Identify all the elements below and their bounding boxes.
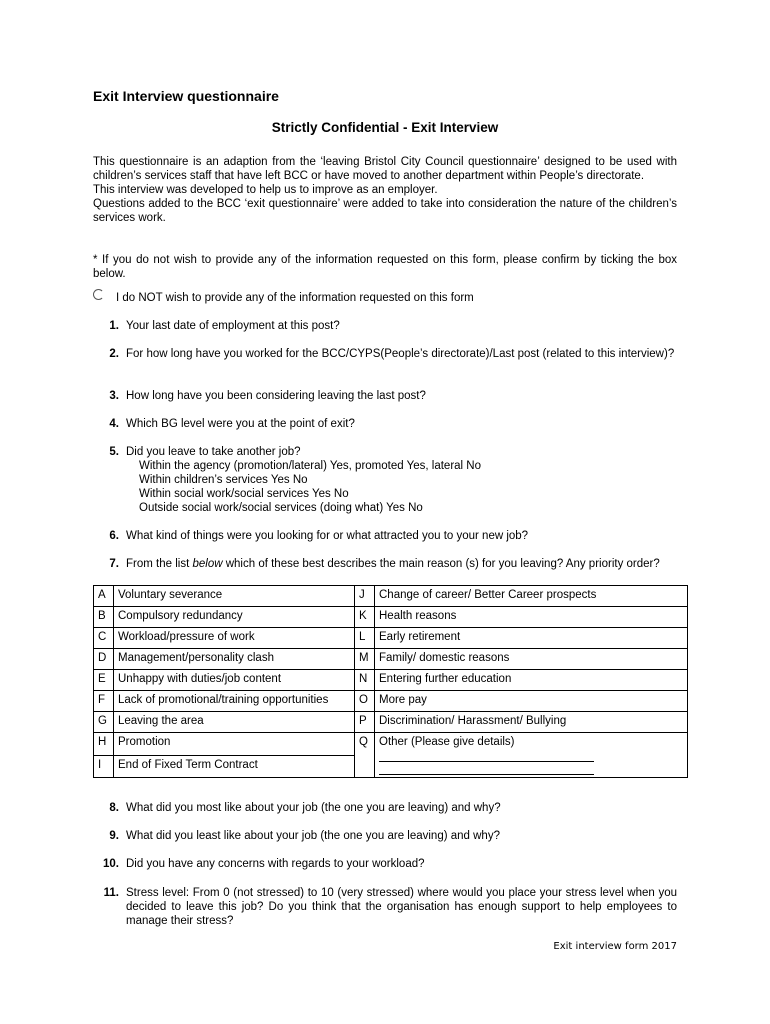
question-number: 6. (109, 530, 119, 542)
question-text: Did you have any concerns with regards to your workload? (126, 858, 425, 870)
question-number: 7. (109, 558, 119, 570)
reason-letter: D (94, 649, 114, 670)
reason-letter: M (355, 649, 375, 670)
reason-letter: J (355, 586, 375, 607)
reason-letter: A (94, 586, 114, 607)
question-text: How long have you been considering leaving the last post? (126, 390, 426, 402)
question-number: 11. (103, 887, 119, 899)
reason-cell[interactable]: Health reasons (375, 607, 688, 628)
table-row (94, 586, 688, 607)
table-row (94, 628, 688, 649)
reason-cell[interactable]: Promotion (114, 733, 355, 756)
optout-note: * If you do not wish to provide any of the information requested on this form, please confirm by ticking the box below. (93, 254, 677, 280)
question-text: Stress level: From 0 (not stressed) to 10 (very stressed) where would you place your stress level when you decided to leave this job? Do you think that the organisation has enough support to help employees to manage their stress? (126, 887, 677, 927)
question-number: 1. (109, 320, 119, 332)
reason-cell[interactable]: Voluntary severance (114, 586, 355, 607)
reason-letter: Q (355, 733, 375, 778)
document-subtitle (0, 121, 770, 135)
page-footer: Exit interview form 2017 (553, 941, 677, 952)
table-row (94, 649, 688, 670)
reason-letter: C (94, 628, 114, 649)
intro-section (93, 155, 677, 225)
intro-paragraph: Questions added to the BCC ‘exit questionnaire’ were added to take into consideration the nature of the children’s services work. (93, 198, 677, 224)
reason-cell[interactable]: End of Fixed Term Contract (114, 755, 355, 778)
question-text-part: From the list (126, 558, 193, 570)
optout-checkbox[interactable] (93, 289, 104, 300)
reason-cell[interactable]: Workload/pressure of work (114, 628, 355, 649)
question-text: For how long have you worked for the BCC/CYPS(People’s directorate)/Last post (related to this interview)? (126, 348, 675, 360)
reason-letter: B (94, 607, 114, 628)
table-row (94, 691, 688, 712)
question-text (126, 557, 677, 571)
job-option-line: Within the agency (promotion/lateral) Yes, promoted Yes, lateral No (139, 460, 481, 472)
reason-letter: F (94, 691, 114, 712)
reason-letter: O (355, 691, 375, 712)
job-option-line: Within social work/social services Yes No (139, 488, 349, 500)
reason-other-label: Other (Please give details) (379, 736, 515, 748)
intro-paragraph: This questionnaire is an adaption from the ‘leaving Bristol City Council questionnaire’ designed to be used with children’s services staff that have left BCC or have moved to another department within People’s directorate. (93, 156, 677, 182)
question-text: What kind of things were you looking for or what attracted you to your new job? (126, 530, 529, 542)
document-title: Exit Interview questionnaire (93, 88, 279, 104)
subtitle-text: Strictly Confidential - Exit Interview (271, 120, 499, 135)
question-text: What did you least like about your job (the one you are leaving) and why? (126, 830, 500, 842)
question-number: 2. (109, 348, 119, 360)
reason-cell[interactable]: Leaving the area (114, 712, 355, 733)
reason-cell[interactable]: Early retirement (375, 628, 688, 649)
reason-letter: P (355, 712, 375, 733)
reason-letter: E (94, 670, 114, 691)
intro-paragraph: This interview was developed to help us to improve as an employer. (93, 184, 438, 196)
question-number: 10. (103, 858, 119, 870)
job-option-line: Outside social work/social services (doing what) Yes No (139, 502, 423, 514)
table-row (94, 733, 688, 756)
reason-cell[interactable]: More pay (375, 691, 688, 712)
table-row (94, 712, 688, 733)
reason-cell[interactable]: Family/ domestic reasons (375, 649, 688, 670)
table-row (94, 607, 688, 628)
question-text: What did you most like about your job (the one you are leaving) and why? (126, 802, 501, 814)
reason-letter: H (94, 733, 114, 756)
question-text: Your last date of employment at this post? (126, 320, 340, 332)
optout-label: I do NOT wish to provide any of the information requested on this form (116, 292, 474, 304)
reason-cell[interactable]: Change of career/ Better Career prospects (375, 586, 688, 607)
question-text: Which BG level were you at the point of exit? (126, 418, 355, 430)
question-text-part: which of these best describes the main reason (s) for you leaving? Any priority order? (222, 558, 660, 570)
reason-cell[interactable]: Discrimination/ Harassment/ Bullying (375, 712, 688, 733)
reason-cell-other[interactable] (375, 733, 688, 778)
other-details-line[interactable] (379, 749, 594, 762)
question-number: 3. (109, 390, 119, 402)
reason-cell[interactable]: Compulsory redundancy (114, 607, 355, 628)
other-details-line[interactable] (379, 762, 594, 775)
question-main-text: Did you leave to take another job? (126, 446, 301, 458)
reason-letter: N (355, 670, 375, 691)
leaving-reasons-table (93, 585, 688, 778)
question-number: 5. (109, 446, 119, 458)
reason-letter: K (355, 607, 375, 628)
question-number: 8. (109, 802, 119, 814)
question-number: 9. (109, 830, 119, 842)
question-text-emphasis: below (192, 558, 223, 570)
reason-cell[interactable]: Entering further education (375, 670, 688, 691)
reason-letter: I (94, 755, 114, 778)
job-option-line: Within children’s services Yes No (139, 474, 308, 486)
question-number: 4. (109, 418, 119, 430)
reason-letter: L (355, 628, 375, 649)
question-text (126, 445, 677, 515)
reason-cell[interactable]: Unhappy with duties/job content (114, 670, 355, 691)
reason-letter: G (94, 712, 114, 733)
reason-cell[interactable]: Lack of promotional/training opportunities (114, 691, 355, 712)
reason-cell[interactable]: Management/personality clash (114, 649, 355, 670)
table-row (94, 670, 688, 691)
